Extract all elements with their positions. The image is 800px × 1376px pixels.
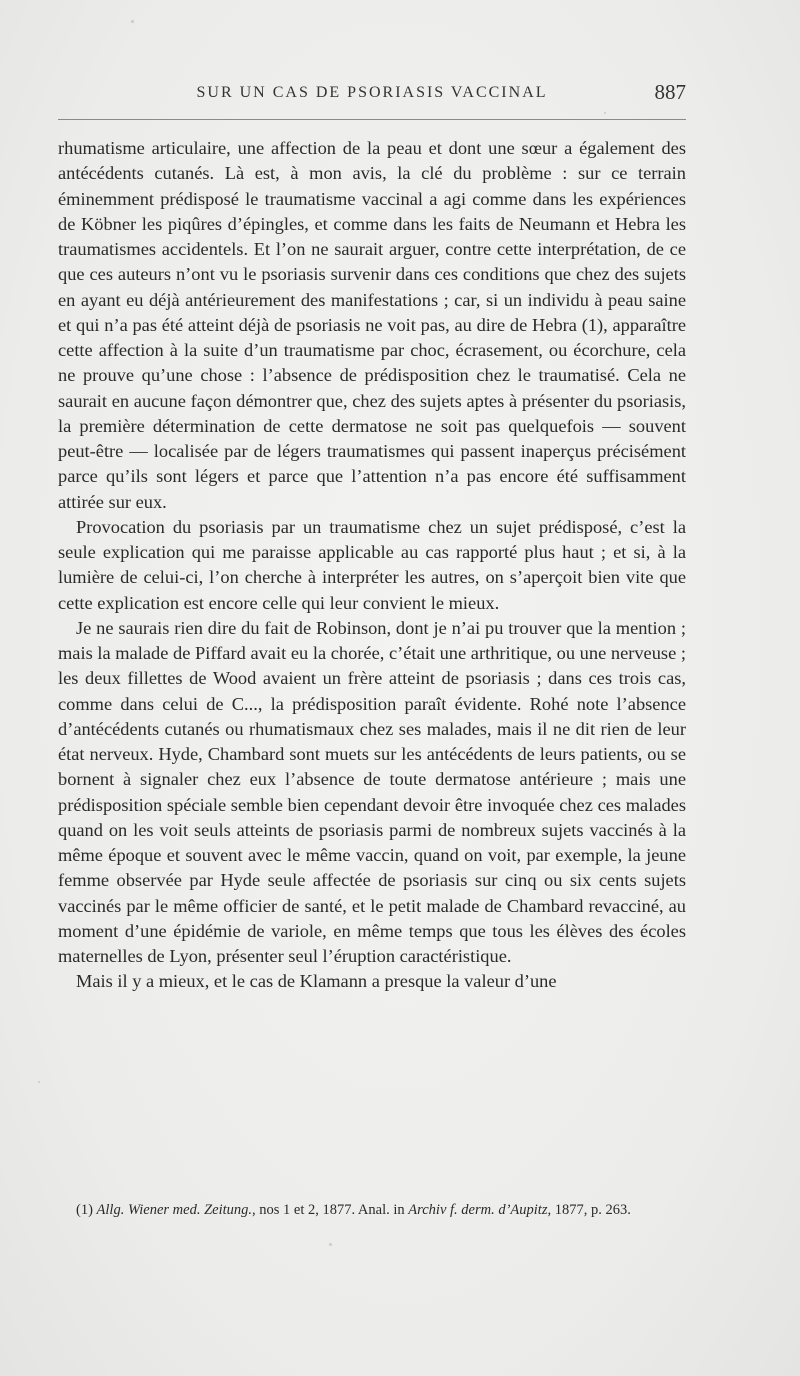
header-rule: [58, 119, 686, 120]
page-number: 887: [654, 80, 686, 104]
paragraph: Je ne saurais rien dire du fait de Robinson, dont je n’ai pu trouver que la mention ; mais la malade de Piffard avait eu la chorée, c’était une arthritique, ou une nerveuse ; les deux fillettes de Wood avaient un frère atteint de psoriasis ; dans ces trois cas, comme dans celui de C..., la prédisposition paraît évidente. Rohé note l’absence d’antécédents cutanés ou rhumatismaux chez ses malades, mais il ne dit rien de leur état nerveux. Hyde, Chambard sont muets sur les antécédents de leurs patients, ou se bornent à signaler chez eux l’absence de toute dermatose antérieure ; mais une prédisposition spéciale semble bien cependant devoir être invoquée chez ces malades quand on les voit seuls atteints de psoriasis parmi de nombreux sujets vaccinés à la même époque et souvent avec le même vaccin, quand on voit, par exemple, la jeune femme observée par Hyde seule affectée de psoriasis sur cinq ou six cents sujets vaccinés par le même officier de santé, et le petit malade de Chambard revacciné, au moment d’une épidémie de variole, en même temps que tous les élèves des écoles maternelles de Lyon, présenter seul l’éruption caractéristique.: [58, 617, 686, 966]
paper-speck: [131, 20, 134, 23]
footnote-marker: (1): [76, 1202, 93, 1218]
paper-speck: [604, 112, 606, 114]
footnote: [58, 1199, 686, 1221]
footnote-archive: Archiv f. derm. d’Aupitz,: [408, 1202, 552, 1218]
footnote-tail: 1877, p. 263.: [554, 1202, 631, 1218]
footnote-journal: Allg. Wiener med. Zeitung.,: [96, 1202, 256, 1218]
paper-speck: [38, 1081, 40, 1083]
body-text: [58, 136, 686, 995]
running-title: SUR UN CAS DE PSORIASIS VACCINAL: [196, 84, 548, 101]
paragraph: Mais il y a mieux, et le cas de Klamann a presque la valeur d’une: [76, 971, 557, 992]
running-head: [58, 80, 686, 110]
paragraph: rhumatisme articulaire, une affection de la peau et dont une sœur a également des antécédents cutanés. Là est, à mon avis, la clé du problème : sur ce terrain éminemment prédisposé le traumatisme vaccinal a agi comme dans les expériences de Köbner les piqûres d’épingles, et comme dans les faits de Neumann et Hebra les traumatismes accidentels. Et l’on ne saurait arguer, contre cette interprétation, de ce que ces auteurs n’ont vu le psoriasis survenir dans ces conditions que chez des sujets en ayant eu déjà antérieurement des manifestations ; car, si un individu à peau saine et qui n’a pas été atteint déjà de psoriasis ne voit pas, au dire de Hebra (1), apparaître cette affection à la suite d’un traumatisme par choc, écrasement, ou écorchure, cela ne prouve qu’une chose : l’absence de prédisposition chez le traumatisé. Cela ne saurait en aucune façon démontrer que, chez des sujets aptes à présenter du psoriasis, la première détermination de cette dermatose ne soit pas quelquefois — souvent peut-être — localisée par de légers traumatismes qui passent inaperçus précisément parce qu’ils sont légers et parce que l’attention n’a pas encore été suffisamment attirée sur eux.: [58, 138, 686, 512]
paper-speck: [329, 1243, 332, 1246]
footnote-issue: nos 1 et 2, 1877. Anal. in: [259, 1202, 405, 1218]
paragraph: Provocation du psoriasis par un traumatisme chez un sujet prédisposé, c’est la seule explication qui me paraisse applicable au cas rapporté plus haut ; et si, à la lumière de celui-ci, l’on cherche à interpréter les autres, on s’aperçoit bien vite que cette explication est encore celle qui leur convient le mieux.: [58, 516, 686, 613]
